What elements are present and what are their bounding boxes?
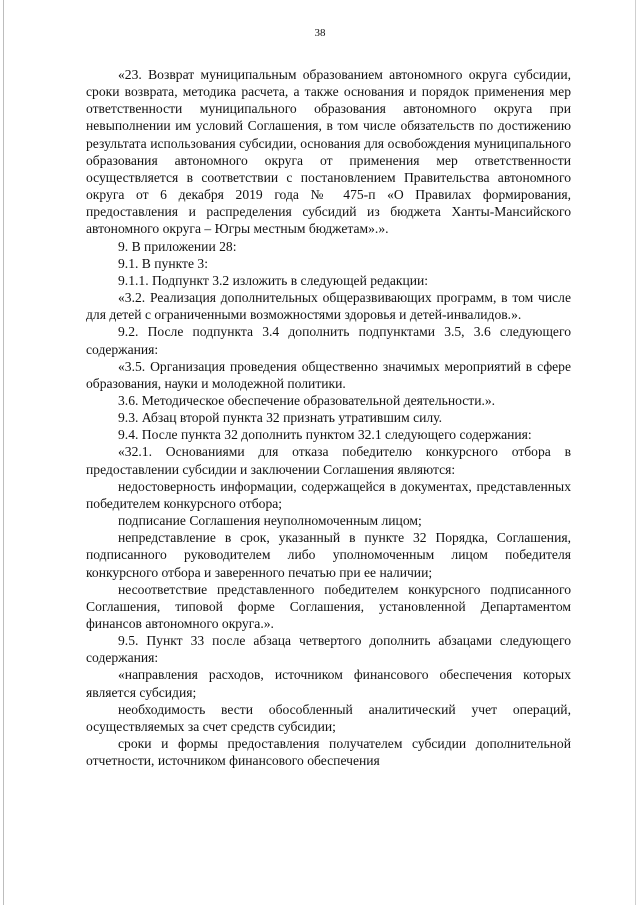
paragraph-item-9: 9. В приложении 28: [118,238,237,254]
paragraph-item-9-5: 9.5. Пункт 33 после абзаца четвертого дополнить абзацами следующего содержания: [86,633,571,666]
page-number: 38 [314,27,326,39]
paragraph-3-6-text: 3.6. Методическое обеспечение образовательной деятельности.». [118,392,496,408]
paragraph-refusal-reason-4: несоответствие представленного победителем конкурсного подписанного Соглашения, типовой форме Соглашения, установленной Департаментом финансов автономного округа.». [86,581,571,631]
paragraph-item-9-3: 9.3. Абзац второй пункта 32 признать утратившим силу. [118,410,443,426]
paragraph-added-clause-1: «направления расходов, источником финансового обеспечения которых является субсидия; [86,667,571,700]
paragraph-refusal-reason-1: недостоверность информации, содержащейся в документах, представленных победителем конкурсного отбора; [86,478,571,511]
paragraph-item-9-2: 9.2. После подпункта 3.4 дополнить подпунктами 3.5, 3.6 следующего содержания: [86,324,571,357]
scan-edge-left [3,0,4,905]
paragraph-3-2-text: «3.2. Реализация дополнительных общеразвивающих программ, в том числе для детей с ограниченными возможностями здоровья и детей-инвалидов.». [86,290,571,323]
paragraph-item-9-1-1: 9.1.1. Подпункт 3.2 изложить в следующей редакции: [118,272,429,288]
paragraph-refusal-reason-3: непредставление в срок, указанный в пункте 32 Порядка, Соглашения, подписанного руководителем либо уполномоченным лицом победителя конкурсного отбора и заверенного печатью при ее наличии; [86,530,571,580]
document-body [86,66,571,769]
paragraph-item-9-4: 9.4. После пункта 32 дополнить пунктом 32.1 следующего содержания: [118,427,532,443]
paragraph-3-5-text: «3.5. Организация проведения общественно значимых мероприятий в сфере образования, науки и молодежной политики. [86,358,571,391]
paragraph-item-9-1: 9.1. В пункте 3: [118,255,208,271]
paragraph-32-1-text: «32.1. Основаниями для отказа победителю конкурсного отбора в предоставлении субсидии и заключении Соглашения являются: [86,444,571,477]
paragraph-23-return-subsidy: «23. Возврат муниципальным образованием автономного округа субсидии, сроки возврата, методика расчета, а также основания и порядок применения мер ответственности муниципального образования автономного округа при невыполнении им условий Соглашения, в том числе обязательств по достижению результата использования субсидии, основания для освобождения муниципального образования автономного округа от применения мер ответственности осуществляется в соответствии с постановлением Правительства автономного округа от 6 декабря 2019 года № 475-п «О Правилах формирования, предоставления и распределения субсидий из бюджета Ханты-Мансийского автономного округа – Югры местным бюджетам».». [86,67,571,237]
scan-edge-right [635,0,636,905]
paragraph-added-clause-2: необходимость вести обособленный аналитический учет операций, осуществляемых за счет средств субсидии; [86,701,571,734]
paragraph-refusal-reason-2: подписание Соглашения неуполномоченным лицом; [118,513,422,529]
paragraph-added-clause-3: сроки и формы предоставления получателем субсидии дополнительной отчетности, источником финансового обеспечения [86,736,571,769]
